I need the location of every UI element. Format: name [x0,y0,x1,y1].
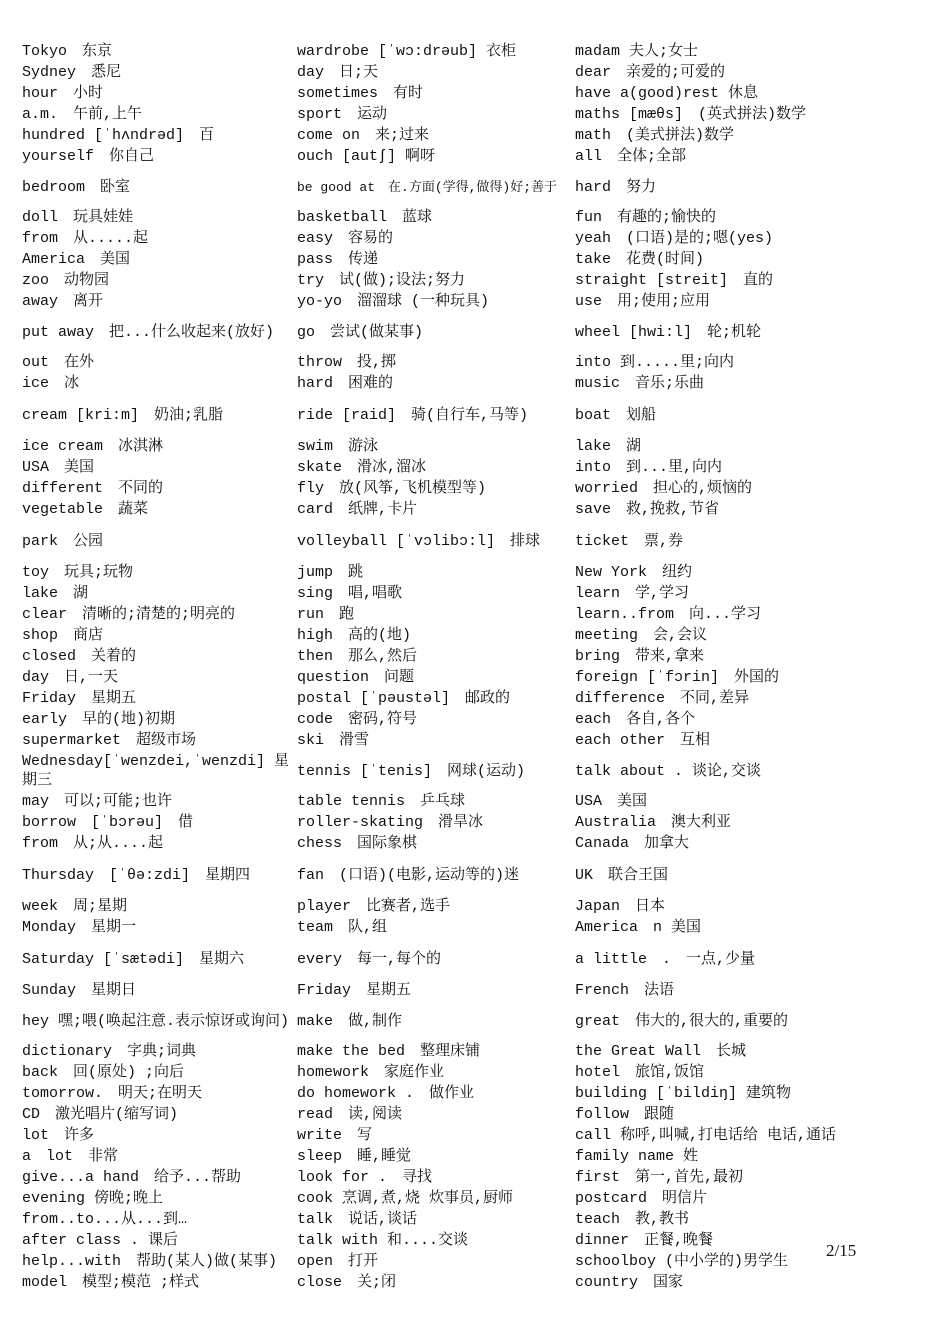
vocab-row [22,62,882,83]
vocab-row [22,291,882,312]
vocab-entry: give...a hand 给予...帮助 [22,1169,242,1186]
vocab-entry: borrow [ˈbɔrəu] 借 [22,814,194,831]
vocab-entry: learn..from 向...学习 [575,606,762,623]
vocab-entry: bedroom 卧室 [22,178,131,196]
vocab-entry: math (美式拼法)数学 [575,127,735,144]
vocab-entry: homework 家庭作业 [297,1064,445,1081]
vocab-entry: shop 商店 [22,627,104,644]
vocab-entry: out 在外 [22,354,95,371]
vocab-entry: music 音乐;乐曲 [575,375,705,392]
vocab-entry: lot 许多 [22,1127,95,1144]
vocab-row [22,709,882,730]
vocab-entry: card 纸牌,卡片 [297,501,418,518]
vocab-entry: Thursday [ˈθə:zdi] 星期四 [22,866,251,884]
vocab-row [22,1251,882,1272]
vocab-row [22,980,882,1001]
vocab-entry: open 打开 [297,1253,379,1270]
vocab-entry: week 周;星期 [22,898,128,915]
vocab-entry: follow 跟随 [575,1106,675,1123]
vocab-row [22,562,882,583]
vocab-entry: hard 困难的 [297,375,394,392]
vocab-entry: USA 美国 [22,459,95,476]
vocab-entry: ouch [autʃ] 啊呀 [297,148,436,165]
vocab-row [22,812,882,833]
vocab-entry: teach 教,教书 [575,1211,690,1228]
vocab-entry: boat 划船 [575,406,657,424]
vocab-row [22,896,882,917]
vocab-entry: America 美国 [22,251,131,268]
vocab-entry: America n 美国 [575,919,702,936]
vocab-entry: pass 传递 [297,251,379,268]
vocab-entry: yo-yo 溜溜球 (一种玩具) [297,293,490,310]
vocab-entry: every 每一,每个的 [297,950,442,968]
vocab-entry: chess 国际象棋 [297,835,418,852]
vocab-row [22,125,882,146]
vocab-entry: fan (口语)(电影,运动等的)迷 [297,866,520,884]
vocab-entry: fly 放(风筝,飞机模型等) [297,480,487,497]
vocab-entry: great 伟大的,很大的,重要的 [575,1012,789,1030]
vocab-entry: question 问题 [297,669,415,686]
vocab-entry: ticket 票,券 [575,532,684,550]
vocab-row [22,146,882,167]
vocab-entry: back 回(原处) ;向后 [22,1064,185,1081]
vocab-entry: Wednesday[ˈwenzdei,ˈwenzdi] 星期三 [22,753,290,789]
vocab-row [22,1104,882,1125]
vocab-row [22,1272,882,1293]
vocab-entry: close 关;闭 [297,1274,397,1291]
vocab-entry: meeting 会,会议 [575,627,708,644]
vocab-entry: Friday 星期五 [22,690,137,707]
vocab-entry: postcard 明信片 [575,1190,708,1207]
vocab-entry: a.m. 午前,上午 [22,106,143,123]
vocab-entry: help...with 帮助(某人)做(某事) [22,1253,278,1270]
vocab-entry: swim 游泳 [297,438,379,455]
vocab-entry: schoolboy (中小学的)男学生 [575,1253,789,1270]
vocab-entry: toy 玩具;玩物 [22,564,134,581]
vocab-row [22,41,882,62]
vocab-row [22,1230,882,1251]
vocab-row [22,520,882,562]
vocab-row [22,436,882,457]
vocab-entry: make the bed 整理床铺 [297,1043,481,1060]
vocab-entry: hour 小时 [22,85,104,102]
vocab-entry: try 试(做);设法;努力 [297,272,466,289]
vocab-entry: USA 美国 [575,793,648,810]
vocab-entry: Sunday 星期日 [22,982,137,999]
vocab-entry: each 各自,各个 [575,711,696,728]
vocab-entry: foreign [ˈfɔrin] 外国的 [575,669,780,686]
vocab-entry: supermarket 超级市场 [22,732,197,749]
vocab-entry: throw 投,掷 [297,354,397,371]
vocab-entry: bring 带来,拿来 [575,648,705,665]
vocab-entry: yeah (口语)是的;嗯(yes) [575,230,774,247]
vocab-row [22,457,882,478]
vocab-entry: volleyball [ˈvɔlibɔ:l] 排球 [297,532,541,550]
vocab-entry: talk 说话,谈话 [297,1211,418,1228]
vocab-row [22,791,882,812]
vocab-entry: family name 姓 [575,1148,699,1165]
vocab-row [22,228,882,249]
vocab-entry: Monday 星期一 [22,919,137,936]
vocab-entry: hard 努力 [575,178,657,196]
vocab-entry: roller-skating 滑旱冰 [297,814,484,831]
vocab-row [22,1209,882,1230]
vocab-entry: skate 滑冰,溜冰 [297,459,427,476]
vocab-row [22,1125,882,1146]
vocab-row [22,1062,882,1083]
vocab-entry: tennis [ˈtenis] 网球(运动) [297,762,526,780]
vocab-entry: Sydney 悉尼 [22,64,122,81]
vocab-row [22,207,882,228]
vocab-entry: Canada 加拿大 [575,835,690,852]
vocab-entry: ice cream 冰淇淋 [22,438,164,455]
vocab-row [22,499,882,520]
vocab-entry: day 日,一天 [22,669,119,686]
vocab-entry: postal [ˈpəustəl] 邮政的 [297,690,511,707]
vocab-entry: use 用;使用;应用 [575,293,711,310]
vocab-entry: talk with 和....交谈 [297,1232,469,1249]
vocab-row [22,249,882,270]
vocab-entry: put away 把...什么收起来(放好) [22,323,275,341]
vocab-entry: player 比赛者,选手 [297,898,451,915]
vocab-entry: ride [raid] 骑(自行车,马等) [297,406,529,424]
vocab-entry: table tennis 乒乓球 [297,793,466,810]
vocab-row [22,478,882,499]
vocab-entry: run 跑 [297,606,355,623]
vocab-entry: look for . 寻找 [297,1169,433,1186]
vocab-entry: early 早的(地)初期 [22,711,176,728]
vocab-entry: from 从;从....起 [22,835,164,852]
vocab-entry: lake 湖 [22,585,89,602]
vocab-entry: Saturday [ˈsætədi] 星期六 [22,950,245,968]
vocab-entry: Tokyo 东京 [22,43,113,60]
vocab-entry: vegetable 蔬菜 [22,501,149,518]
vocab-entry: go 尝试(做某事) [297,323,424,341]
vocab-row [22,646,882,667]
vocab-entry: jump 跳 [297,564,364,581]
vocab-entry: learn 学,学习 [575,585,690,602]
vocab-entry: away 离开 [22,293,104,310]
vocab-entry: first 第一,首先,最初 [575,1169,744,1186]
vocab-row [22,604,882,625]
vocab-entry: CD 激光唱片(缩写词) [22,1106,179,1123]
vocab-entry: hey 嘿;喂(唤起注意.表示惊讶或询问) [22,1012,290,1030]
vocab-entry: fun 有趣的;愉快的 [575,209,717,226]
vocab-entry: evening 傍晚;晚上 [22,1190,164,1207]
vocab-entry: a lot 非常 [22,1148,119,1165]
vocab-entry: closed 关着的 [22,648,137,665]
vocab-entry: zoo 动物园 [22,272,110,289]
vocab-entry: doll 玩具娃娃 [22,209,134,226]
vocab-entry: Australia 澳大利亚 [575,814,732,831]
vocab-row [22,751,882,791]
vocab-entry: clear 清晰的;清楚的;明亮的 [22,606,236,623]
vocab-entry: ski 滑雪 [297,732,370,749]
vocabulary-table-body [22,41,882,1293]
vocab-entry: dinner 正餐,晚餐 [575,1232,714,1249]
vocab-entry: country 国家 [575,1274,684,1291]
vocab-row [22,312,882,352]
vocab-entry: ice 冰 [22,375,80,392]
vocab-row [22,583,882,604]
vocab-row [22,1167,882,1188]
vocab-entry: cook 烹调,煮,烧 炊事员,厨师 [297,1190,514,1207]
vocab-entry: French 法语 [575,982,675,999]
vocab-entry: dictionary 字典;词典 [22,1043,197,1060]
vocab-entry: into 到...里,向内 [575,459,723,476]
vocab-entry: make 做,制作 [297,1012,403,1030]
vocab-row [22,1001,882,1041]
vocab-entry: team 队,组 [297,919,388,936]
vocab-entry: code 密码,符号 [297,711,418,728]
vocab-entry: worried 担心的,烦恼的 [575,480,753,497]
vocab-entry: dear 亲爱的;可爱的 [575,64,726,81]
vocab-entry: save 救,挽救,节省 [575,501,720,518]
vocab-entry: Japan 日本 [575,898,666,915]
vocab-row [22,688,882,709]
vocab-row [22,1188,882,1209]
vocab-entry: model 模型;模范 ;样式 [22,1274,200,1291]
vocab-entry: come on 来;过来 [297,127,430,144]
vocab-row [22,1041,882,1062]
vocab-entry: wardrobe [ˈwɔ:drəub] 衣柜 [297,43,517,60]
vocab-entry: hotel 旅馆,饭馆 [575,1064,705,1081]
vocab-row [22,625,882,646]
vocab-entry: cream [kri:m] 奶油;乳脂 [22,406,224,424]
vocab-entry: basketball 蓝球 [297,209,433,226]
vocab-row [22,373,882,394]
page-number: 2/15 [826,1241,857,1260]
vocab-entry: each other 互相 [575,732,711,749]
vocab-row [22,104,882,125]
vocab-entry: sport 运动 [297,106,388,123]
vocab-entry: read 读,阅读 [297,1106,403,1123]
vocab-row [22,833,882,854]
vocab-entry: sing 唱,唱歌 [297,585,403,602]
vocab-row [22,730,882,751]
vocab-entry: Friday 星期五 [297,982,412,999]
vocab-entry: talk about . 谈论,交谈 [575,762,762,780]
vocab-entry: may 可以;可能;也许 [22,793,173,810]
vocab-entry: building [ˈbildiŋ] 建筑物 [575,1085,792,1102]
vocab-entry: from..to...从...到… [22,1211,188,1228]
vocab-entry: difference 不同,差异 [575,690,750,707]
vocab-entry: into 到.....里;向内 [575,354,735,371]
vocab-entry: all 全体;全部 [575,148,687,165]
vocab-entry: yourself 你自己 [22,148,155,165]
vocab-row [22,854,882,896]
vocab-entry: park 公园 [22,532,104,550]
vocab-entry: after class . 课后 [22,1232,179,1249]
vocab-row [22,167,882,207]
vocab-row [22,917,882,938]
vocabulary-table [22,41,882,1293]
vocab-entry: have a(good)rest 休息 [575,85,759,102]
vocab-entry: wheel [hwi:l] 轮;机轮 [575,323,762,341]
vocab-row [22,270,882,291]
vocab-row [22,394,882,436]
vocab-entry: then 那么,然后 [297,648,418,665]
vocab-entry: madam 夫人;女士 [575,43,699,60]
vocab-entry: sleep 睡,睡觉 [297,1148,412,1165]
vocab-entry: day 日;天 [297,64,379,81]
vocab-entry: sometimes 有时 [297,85,424,102]
vocab-entry: easy 容易的 [297,230,394,247]
vocab-entry: New York 纽约 [575,564,693,581]
vocab-entry: be good at 在.方面(学得,做得)好;善于 [297,179,558,195]
vocab-entry: UK 联合王国 [575,866,669,884]
vocab-row [22,1146,882,1167]
vocab-entry: tomorrow. 明天;在明天 [22,1085,203,1102]
vocab-entry: do homework . 做作业 [297,1085,475,1102]
vocab-entry: different 不同的 [22,480,164,497]
vocab-entry: hundred [ˈhʌndrəd] 百 [22,127,215,144]
vocab-entry: maths [mæθs] (英式拼法)数学 [575,106,807,123]
vocab-entry: straight [streit] 直的 [575,272,774,289]
vocab-entry: write 写 [297,1127,373,1144]
vocab-entry: lake 湖 [575,438,642,455]
vocab-row [22,352,882,373]
vocab-row [22,938,882,980]
vocab-entry: from 从.....起 [22,230,149,247]
vocab-entry: high 高的(地) [297,627,412,644]
vocab-row [22,1083,882,1104]
vocab-row [22,83,882,104]
vocab-entry: the Great Wall 长城 [575,1043,747,1060]
vocab-row [22,667,882,688]
vocab-entry: a little . 一点,少量 [575,950,756,968]
vocab-entry: call 称呼,叫喊,打电话给 电话,通话 [575,1127,837,1144]
vocab-entry: take 花费(时间) [575,251,705,268]
